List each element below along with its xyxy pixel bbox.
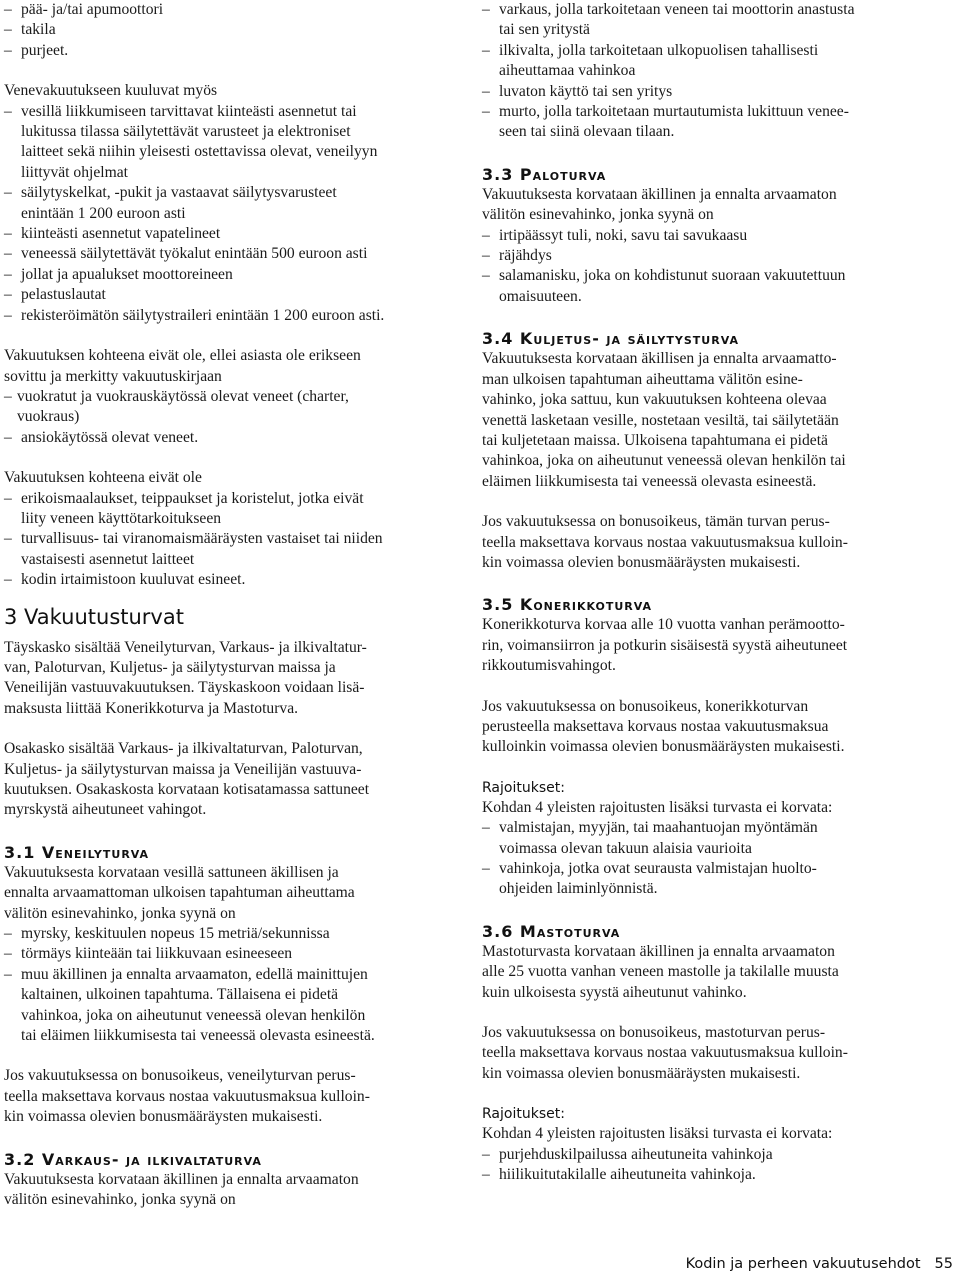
list-item: – vuokratut ja vuokrauskäytössä olevat veneet (charter, vuokraus) [4, 387, 456, 428]
paragraph-3-6-bonus: Jos vakuutuksessa on bonusoikeus, mastoturvan perus- teella maksettava korvaus nostaa vakuutusmaksua kulloin- kin voimassa olevien bonusmääräysten mukaisesti. [482, 1024, 848, 1082]
list-item: – jollat ja apualukset moottoreineen [4, 265, 456, 285]
list-boat-parts [4, 0, 456, 61]
list-item: – kiinteästi asennetut vapatelineet [4, 224, 456, 244]
paragraph-3-5-bonus: Jos vakuutuksessa on bonusoikeus, konerikkoturvan perusteella maksettava korvaus nostaa vakuutusmaksua kulloinkin voimassa olevien bonusmääräysten mukaisesti. [482, 697, 845, 756]
left-column [4, 0, 456, 1211]
list-item: – purjeet. [4, 41, 456, 61]
list-item: – turvallisuus- tai viranomaismääräysten vastaiset tai niiden vastaisesti asennetut laitteet [4, 529, 456, 570]
list-not-object-unless [4, 387, 456, 448]
list-item: – irtipäässyt tuli, noki, savu tai savukaasu [482, 226, 934, 246]
limitations-label: Rajoitukset: [482, 779, 565, 796]
paragraph-includes: Venevakuutukseen kuuluvat myös [4, 82, 218, 100]
list-item: – murto, jolla tarkoitetaan murtautumista lukittuun venee- seen tai siinä olevaan tilaan. [482, 102, 934, 143]
list-item: – törmäys kiinteään tai liikkuvaan esineeseen [4, 944, 456, 964]
list-3-2 [482, 0, 934, 143]
limitations-label: Rajoitukset: [482, 1106, 565, 1123]
list-item: – pää- ja/tai apumoottori [4, 0, 456, 20]
list-item: – vesillä liikkumiseen tarvittavat kiinteästi asennetut tai lukitussa tilassa säilytettävät varusteet ja elektroniset laitteet sekä niihin yleisesti ostettavissa olevat, veneilyyn liittyvät ohjelmat [4, 102, 456, 184]
list-item: – säilytyskelkat, -pukit ja vastaavat säilytysvarusteet enintään 1 200 euroon asti [4, 183, 456, 224]
paragraph-not-object: Vakuutuksen kohteena eivät ole [4, 469, 202, 487]
paragraph-3-6: Mastoturvasta korvataan äkillinen ja ennalta arvaamaton alle 25 vuotta vanhan veneen mastolle ja takilalle muusta kuin ulkoisesta syystä aiheutunut vahinko. [482, 942, 839, 1001]
paragraph-3-5-limit: Kohdan 4 yleisten rajoitusten lisäksi turvasta ei korvata: [482, 798, 833, 816]
paragraph-tayskasko: Täyskasko sisältää Veneilyturvan, Varkaus- ja ilkivaltatur- van, Paloturvan, Kuljetus- ja säilytysturvan maissa ja Veneilijän vastuuvakuutuksen. Täyskaskoon voidaan lisä- maksusta liittää Konerikkoturva ja Mastoturva. [4, 638, 367, 717]
section-heading-3-2: 3.2 Varkaus- ja ilkivaltaturva [4, 1149, 262, 1169]
list-3-5 [482, 818, 934, 900]
paragraph-3-5: Konerikkoturva korvaa alle 10 vuotta vanhan perämootto- rin, voimansiirron ja potkurin sisäisestä syystä aiheutuneet rikkoutumisvahingot. [482, 616, 848, 675]
list-3-1 [4, 924, 456, 1046]
list-item: – erikoismaalaukset, teippaukset ja koristelut, jotka eivät liity veneen käyttötarkoitukseen [4, 489, 456, 530]
paragraph-osakasko: Osakasko sisältää Varkaus- ja ilkivaltaturvan, Paloturvan, Kuljetus- ja säilytysturvan maissa ja Veneilijän vastuuva- kuutuksen. Osakaskosta korvataan kotisatamassa sattuneet myrskystä aiheutuneet vahingot. [4, 740, 370, 819]
list-item: – pelastuslautat [4, 285, 456, 305]
paragraph-not-object-unless: Vakuutuksen kohteena eivät ole, ellei asiasta ole erikseen sovittu ja merkitty vakuutuskirjaan [4, 347, 361, 385]
paragraph-3-1: Vakuutuksesta korvataan vesillä sattuneen äkillisen ja ennalta arvaamattoman ulkoisen tapahtuman aiheuttama välitön esinevahinko, jonka syynä on [4, 863, 355, 922]
paragraph-3-3: Vakuutuksesta korvataan äkillinen ja ennalta arvaamaton välitön esinevahinko, jonka syynä on [482, 185, 837, 224]
list-item: – salamanisku, joka on kohdistunut suoraan vakuutettuun omaisuuteen. [482, 266, 934, 307]
list-includes [4, 102, 456, 326]
list-item: – vahinkoja, jotka ovat seurausta valmistajan huolto- ohjeiden laiminlyönnistä. [482, 859, 934, 900]
list-item: – valmistajan, myyjän, tai maahantuojan myöntämän voimassa olevan takuun alaisia vaurioita [482, 818, 934, 859]
list-item: – muu äkillinen ja ennalta arvaamaton, edellä mainittujen kaltainen, ulkoinen tapahtuma. Tällaisena ei pidetä vahinkoa, joka on aiheutunut veneessä olevan henkilön tai eläimen liikkumisesta tai veneessä olevasta esineestä. [4, 965, 456, 1047]
paragraph-3-1-bonus: Jos vakuutuksessa on bonusoikeus, veneilyturvan perus- teella maksettava korvaus nostaa vakuutusmaksua kulloin- kin voimassa olevien bonusmääräysten mukaisesti. [4, 1067, 370, 1126]
paragraph-3-2: Vakuutuksesta korvataan äkillinen ja ennalta arvaamaton välitön esinevahinko, jonka syynä on [4, 1170, 359, 1209]
list-item: – ilkivalta, jolla tarkoitetaan ulkopuolisen tahallisesti aiheuttamaa vahinkoa [482, 41, 934, 82]
section-heading-3-1: 3.1 Veneilyturva [4, 842, 150, 862]
list-item: – luvaton käyttö tai sen yritys [482, 82, 934, 102]
list-item: – purjehduskilpailussa aiheutuneita vahinkoja [482, 1145, 934, 1165]
list-item: – myrsky, keskituulen nopeus 15 metriä/sekunnissa [4, 924, 456, 944]
section-heading-3-3: 3.3 Paloturva [482, 164, 607, 184]
list-item: – veneessä säilytettävät työkalut enintään 500 euroon asti [4, 244, 456, 264]
list-3-6 [482, 1145, 934, 1186]
right-column [482, 0, 934, 1185]
page-number: 55 [934, 1256, 953, 1272]
paragraph-3-6-limit: Kohdan 4 yleisten rajoitusten lisäksi turvasta ei korvata: [482, 1125, 833, 1143]
list-item: – ansiokäytössä olevat veneet. [4, 428, 456, 448]
footer-title: Kodin ja perheen vakuutusehdot [685, 1256, 921, 1272]
section-heading-3: 3 Vakuutusturvat [4, 604, 184, 629]
page-footer [686, 1254, 953, 1274]
list-item: – varkaus, jolla tarkoitetaan veneen tai moottorin anastusta tai sen yritystä [482, 0, 934, 41]
section-heading-3-6: 3.6 Mastoturva [482, 921, 621, 941]
section-heading-3-5: 3.5 Konerikkoturva [482, 595, 653, 615]
list-not-object [4, 489, 456, 591]
section-heading-3-4: 3.4 Kuljetus- ja säilytysturva [482, 329, 739, 349]
paragraph-3-4-bonus: Jos vakuutuksessa on bonusoikeus, tämän turvan perus- teella maksettava korvaus nostaa vakuutusmaksua kulloin- kin voimassa olevien bonusmääräysten mukaisesti. [482, 513, 848, 571]
list-item: – kodin irtaimistoon kuuluvat esineet. [4, 570, 456, 590]
list-item: – takila [4, 20, 456, 40]
paragraph-3-4: Vakuutuksesta korvataan äkillisen ja ennalta arvaamatto- man ulkoisen tapahtuman aiheuttama välitön esine- vahinko, joka sattuu, kun vakuutuksen kohteena olevaa venettä lasketaan vesille, nostetaan vesiltä, tai säilytetään tai kuljetetaan maissa. Ulkoisena tapahtumana ei pidetä vahinkoa, joka on aiheutunut veneessä olevan henkilön tai eläimen liikkumisesta tai veneessä olevasta esineestä. [482, 350, 846, 490]
list-item: – räjähdys [482, 246, 934, 266]
list-item: – hiilikuitutakilalle aiheutuneita vahinkoja. [482, 1165, 934, 1185]
list-3-3 [482, 226, 934, 308]
list-item: – rekisteröimätön säilytystraileri enintään 1 200 euroon asti. [4, 306, 456, 326]
